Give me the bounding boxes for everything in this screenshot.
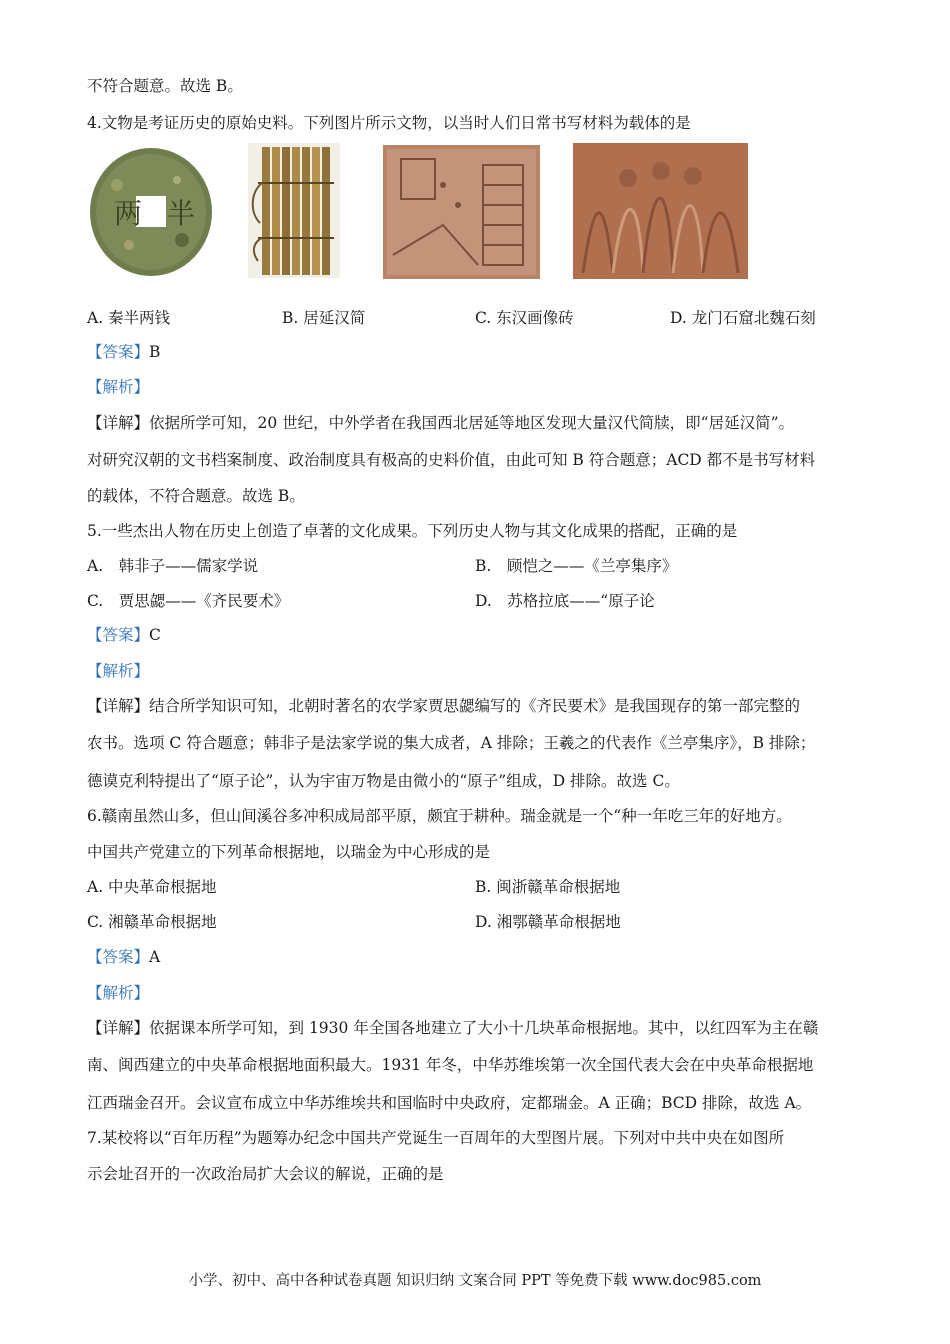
bamboo-slips-image [248, 143, 340, 278]
q4-detail [87, 413, 794, 433]
q4-option-d: D. 龙门石窟北魏石刻 [670, 309, 816, 327]
q5-option-c: C. 贾思勰——《齐民要术》 [87, 592, 290, 610]
question-6: 6.赣南虽然山多，但山间溪谷多冲积成局部平原，颇宜于耕种。瑞金就是一个“种一年吃三年的好地方。 [87, 807, 792, 825]
text-line: 中国共产党建立的下列革命根据地，以瑞金为中心形成的是 [87, 843, 491, 861]
text-line: 不符合题意。故选 B。 [87, 77, 243, 95]
q6-option-b: B. 闽浙赣革命根据地 [475, 878, 621, 896]
q5-option-a: A. 韩非子——儒家学说 [87, 557, 259, 575]
stone-carving-image [573, 143, 748, 279]
q5-option-b: B. 顾恺之——《兰亭集序》 [475, 557, 678, 575]
text-line: 的载体，不符合题意。故选 B。 [87, 487, 305, 505]
question-4: 4.文物是考证历史的原始史料。下列图片所示文物，以当时人们日常书写材料为载体的是 [87, 114, 691, 132]
page-footer: 小学、初中、高中各种试卷真题 知识归纳 文案合同 PPT 等免费下载 www.doc985.com [188, 1273, 762, 1289]
answer-value: C [149, 626, 161, 644]
detail-tag: 【详解】 [87, 414, 150, 432]
q6-option-c: C. 湘赣革命根据地 [87, 913, 217, 931]
q4-option-c: C. 东汉画像砖 [475, 309, 574, 327]
answer-value: B [149, 343, 161, 361]
q4-analysis-tag: 【解析】 [87, 378, 150, 396]
q4-answer [87, 342, 160, 362]
detail-text: 结合所学知识可知，北朝时著名的农学家贾思勰编写的《齐民要术》是我国现存的第一部完整的 [149, 697, 801, 715]
q4-option-b: B. 居延汉简 [282, 309, 366, 327]
detail-tag: 【详解】 [87, 1019, 150, 1037]
coin-inscription-left: 两 [114, 197, 143, 230]
q5-detail [87, 696, 800, 716]
q6-option-a: A. 中央革命根据地 [87, 878, 217, 896]
text-line: 农书。选项 C 符合题意；韩非子是法家学说的集大成者，A 排除；王羲之的代表作《兰亭集序》，B 排除； [87, 734, 816, 752]
q5-analysis-tag: 【解析】 [87, 662, 150, 680]
answer-value: A [149, 948, 161, 966]
q5-answer [87, 625, 161, 645]
answer-tag: 【答案】 [87, 343, 150, 361]
q6-analysis-tag: 【解析】 [87, 984, 150, 1002]
q6-option-d: D. 湘鄂赣革命根据地 [475, 913, 621, 931]
question-5: 5.一些杰出人物在历史上创造了卓著的文化成果。下列历史人物与其文化成果的搭配，正确的是 [87, 522, 738, 540]
text-line: 示会址召开的一次政治局扩大会议的解说，正确的是 [87, 1165, 444, 1183]
detail-tag: 【详解】 [87, 697, 150, 715]
coin-image [87, 145, 215, 279]
q6-detail [87, 1018, 818, 1038]
coin-inscription-right: 半 [167, 197, 196, 230]
brick-relief-image [383, 145, 540, 279]
q4-option-a: A. 秦半两钱 [87, 309, 171, 327]
question-7: 7.某校将以“百年历程”为题筹办纪念中国共产党诞生一百周年的大型图片展。下列对中共中央在如图所 [87, 1129, 785, 1147]
text-line: 德谟克利特提出了“原子论”，认为宇宙万物是由微小的“原子”组成，D 排除。故选 C。 [87, 772, 680, 790]
q5-option-d: D. 苏格拉底——“原子论 [475, 592, 655, 610]
text-line: 江西瑞金召开。会议宣布成立中华苏维埃共和国临时中央政府，定都瑞金。A 正确；BCD 排除，故选 A。 [87, 1094, 812, 1112]
detail-text: 依据课本所学可知，到 1930 年全国各地建立了大小十几块革命根据地。其中，以红四军为主在赣 [149, 1019, 819, 1037]
detail-text: 依据所学可知，20 世纪，中外学者在我国西北居延等地区发现大量汉代简牍，即“居延汉简”。 [149, 414, 795, 432]
text-line: 对研究汉朝的文书档案制度、政治制度具有极高的史料价值，由此可知 B 符合题意；ACD 都不是书写材料 [87, 451, 816, 469]
answer-tag: 【答案】 [87, 948, 150, 966]
answer-tag: 【答案】 [87, 626, 150, 644]
q6-answer [87, 947, 160, 967]
text-line: 南、闽西建立的中央革命根据地面积最大。1931 年冬，中华苏维埃第一次全国代表大会在中央革命根据地 [87, 1056, 814, 1074]
